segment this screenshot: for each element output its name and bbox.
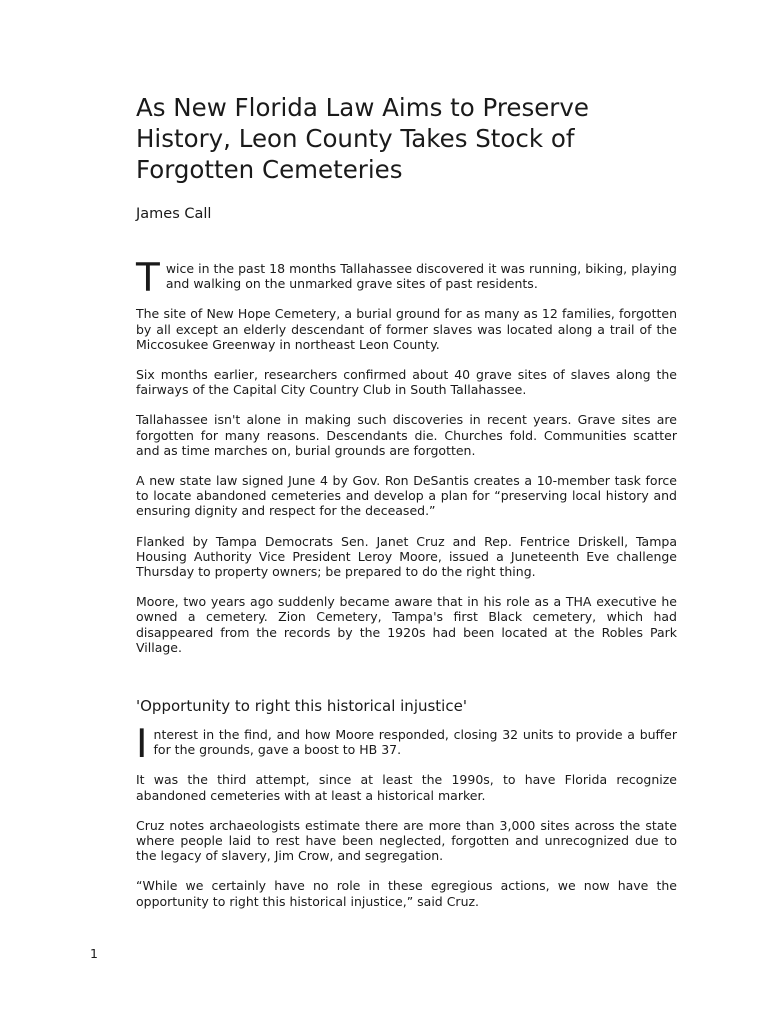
drop-cap: T bbox=[136, 256, 160, 301]
body-paragraph: Six months earlier, researchers confirmed about 40 grave sites of slaves along the fairways of the Capital City Country Club in South Tallahassee. bbox=[136, 367, 677, 398]
article-title: As New Florida Law Aims to Preserve History, Leon County Takes Stock of Forgotten Cemeteries bbox=[136, 93, 589, 184]
body-paragraph: Tallahassee isn't alone in making such discoveries in recent years. Grave sites are forgotten for many reasons. Descendants die. Churches fold. Communities scatter and as time marches on, burial grounds are forgotten. bbox=[136, 412, 677, 458]
intro-text: wice in the past 18 months Tallahassee discovered it was running, biking, playing and walking on the unmarked grave sites of past residents. bbox=[165, 261, 677, 292]
body-paragraph: Cruz notes archaeologists estimate there are more than 3,000 sites across the state where people laid to rest have been neglected, forgotten and unrecognized due to the legacy of slavery, Jim Crow, and segregation. bbox=[136, 817, 677, 864]
body-paragraph: A new state law signed June 4 by Gov. Ron DeSantis creates a 10-member task force to locate abandoned cemeteries and develop a plan for “preserving local history and ensuring dignity and respect for the deceased.” bbox=[136, 473, 677, 519]
body-paragraph: It was the third attempt, since at least the 1990s, to have Florida recognize abandoned cemeteries with at least a historical marker. bbox=[136, 772, 677, 803]
document-page bbox=[136, 92, 677, 924]
drop-cap: I bbox=[136, 722, 148, 768]
body-paragraph: Flanked by Tampa Democrats Sen. Janet Cruz and Rep. Fentrice Driskell, Tampa Housing Authority Vice President Leroy Moore, issued a Juneteenth Eve challenge Thursday to property owners; be prepared to do the right thing. bbox=[136, 533, 677, 580]
body-paragraph: The site of New Hope Cemetery, a burial ground for as many as 12 families, forgotten by all except an elderly descendant of former slaves was located along a trail of the Miccosukee Greenway in northeast Leon County. bbox=[136, 306, 677, 352]
section-intro-text: nterest in the find, and how Moore responded, closing 32 units to provide a buffer for the grounds, gave a boost to HB 37. bbox=[153, 727, 677, 758]
author-byline: James Call bbox=[136, 206, 212, 222]
section-heading: 'Opportunity to right this historical injustice' bbox=[136, 697, 467, 716]
section-intro-paragraph bbox=[136, 722, 677, 768]
body-paragraph: Moore, two years ago suddenly became aware that in his role as a THA executive he owned a cemetery. Zion Cemetery, Tampa's first Black cemetery, which had disappeared from the records by the 1920s had been located at the Robles Park Village. bbox=[136, 594, 677, 655]
page-number: 1 bbox=[90, 946, 98, 961]
intro-paragraph bbox=[136, 256, 677, 301]
body-paragraph: “While we certainly have no role in these egregious actions, we now have the opportunity to right this historical injustice,” said Cruz. bbox=[136, 878, 677, 909]
